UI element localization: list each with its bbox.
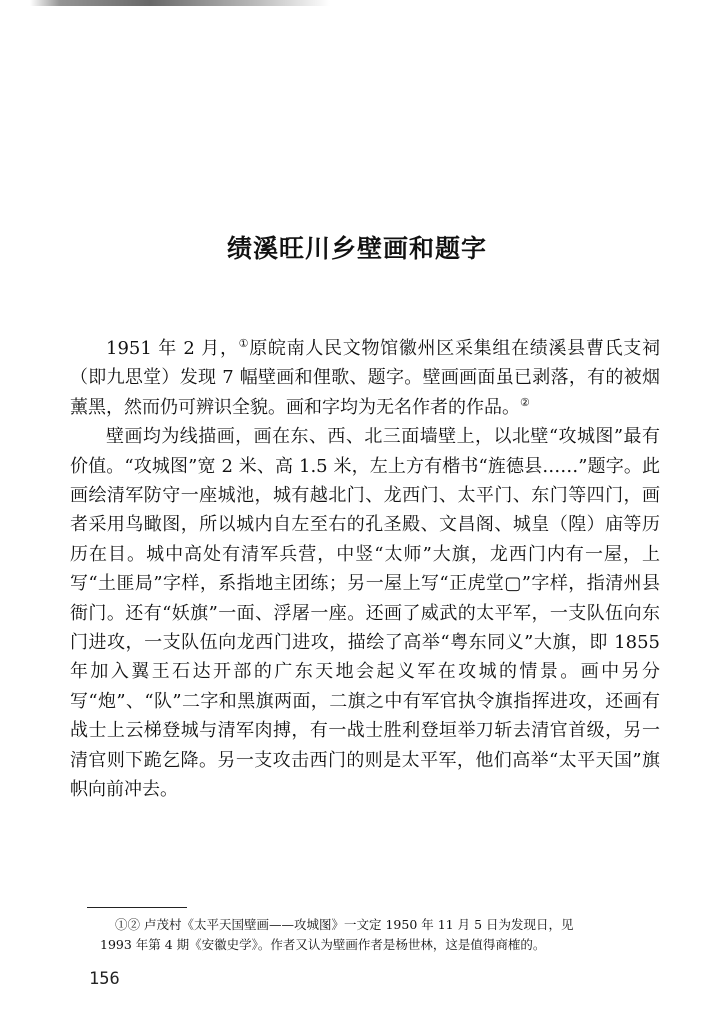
body-text xyxy=(70,334,660,805)
page-number: 156 xyxy=(89,969,120,989)
footnote-ref-2[interactable]: ② xyxy=(520,395,530,409)
footnote-divider xyxy=(87,907,187,908)
footnote-line-1 xyxy=(100,915,660,935)
paragraph-1-start: 1951 年 2 月， xyxy=(106,338,239,359)
footnote-line-2: 1993 年第 4 期《安徽史学》。作者又认为壁画作者是杨世林，这是值得商榷的。 xyxy=(100,937,546,952)
paragraph-1 xyxy=(70,334,660,422)
paragraph-1-text: 原皖南人民文物馆徽州区采集组在绩溪县曹氏支祠（即九思堂）发现 7 幅壁画和俚歌、题字。壁画画面虽已剥落，有的被烟薰黑，然而仍可辨识全貌。画和字均为无名作者的作品。 xyxy=(70,338,660,418)
scan-edge-smudge xyxy=(30,0,330,6)
page-title: 绩溪旺川乡壁画和题字 xyxy=(226,233,487,263)
footnote-marker: ①② xyxy=(115,917,141,932)
paragraph-2: 壁画均为线描画，画在东、西、北三面墙壁上，以北壁“攻城图”最有价值。“攻城图”宽 2 米、高 1.5 米，左上方有楷书“旌德县……”题字。此画绘清军防守一座城池，城有越北门、龙西门、太平门、东门等四门，画者采用鸟瞰图，所以城内自左至右的孔圣殿、文昌阁、城皇（隍）庙等历历在目。城中高处有清军兵营，中竖“太师”大旗，龙西门内有一屋，上写“土匪局”字样，系指地主团练；另一屋上写“正虎堂▢”字样，指清州县衙门。还有“妖旗”一面、浮屠一座。还画了威武的太平军，一支队伍向东门进攻，一支队伍向龙西门进攻，描绘了高举“粤东同义”大旗，即 1855 年加入翼王石达开部的广东天地会起义军在攻城的情景。画中另分写“炮”、“队”二字和黑旗两面，二旗之中有军官执令旗指挥进攻，还画有战士上云梯登城与清军肉搏，有一战士胜利登垣举刀斩去清官首级，另一清官则下跪乞降。另一支攻击西门的则是太平军，他们高举“太平天国”旗帜向前冲去。 xyxy=(70,426,660,801)
footnote-ref-1[interactable]: ① xyxy=(238,337,250,350)
footnote xyxy=(100,915,660,955)
footnote-text-1: 卢茂村《太平天国壁画——攻城图》一文定 1950 年 11 月 5 日为发现日，见 xyxy=(144,917,574,932)
